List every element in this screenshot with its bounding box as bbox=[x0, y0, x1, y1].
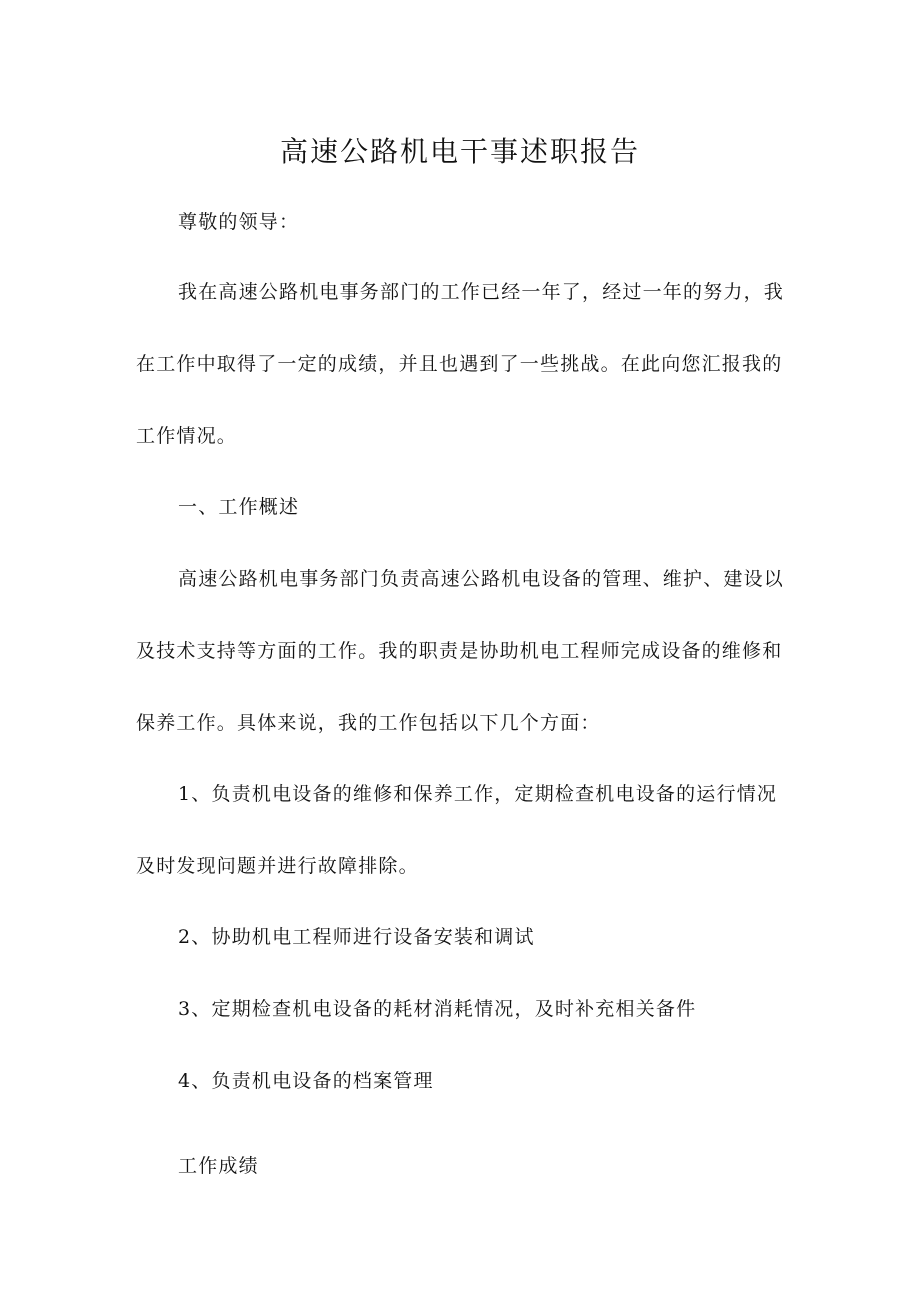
salutation: 尊敬的领导： bbox=[178, 211, 300, 233]
list-item: 3、定期检查机电设备的耗材消耗情况，及时补充相关备件 bbox=[178, 998, 697, 1020]
list-item: 1、负责机电设备的维修和保养工作，定期检查机电设备的运行情况及时发现问题并进行故障排除。 bbox=[136, 783, 778, 877]
section-heading-results: 工作成绩 bbox=[178, 1155, 259, 1177]
overview-paragraph: 高速公路机电事务部门负责高速公路机电设备的管理、维护、建设以及技术支持等方面的工作。我的职责是协助机电工程师完成设备的维修和保养工作。具体来说，我的工作包括以下几个方面： bbox=[136, 568, 785, 734]
intro-paragraph: 我在高速公路机电事务部门的工作已经一年了，经过一年的努力，我在工作中取得了一定的成绩，并且也遇到了一些挑战。在此向您汇报我的工作情况。 bbox=[136, 281, 785, 447]
section-heading-overview: 一、工作概述 bbox=[178, 496, 300, 518]
list-item: 4、负责机电设备的档案管理 bbox=[178, 1070, 434, 1092]
document-title: 高速公路机电干事述职报告 bbox=[279, 135, 640, 168]
list-item: 2、协助机电工程师进行设备安装和调试 bbox=[178, 926, 535, 948]
